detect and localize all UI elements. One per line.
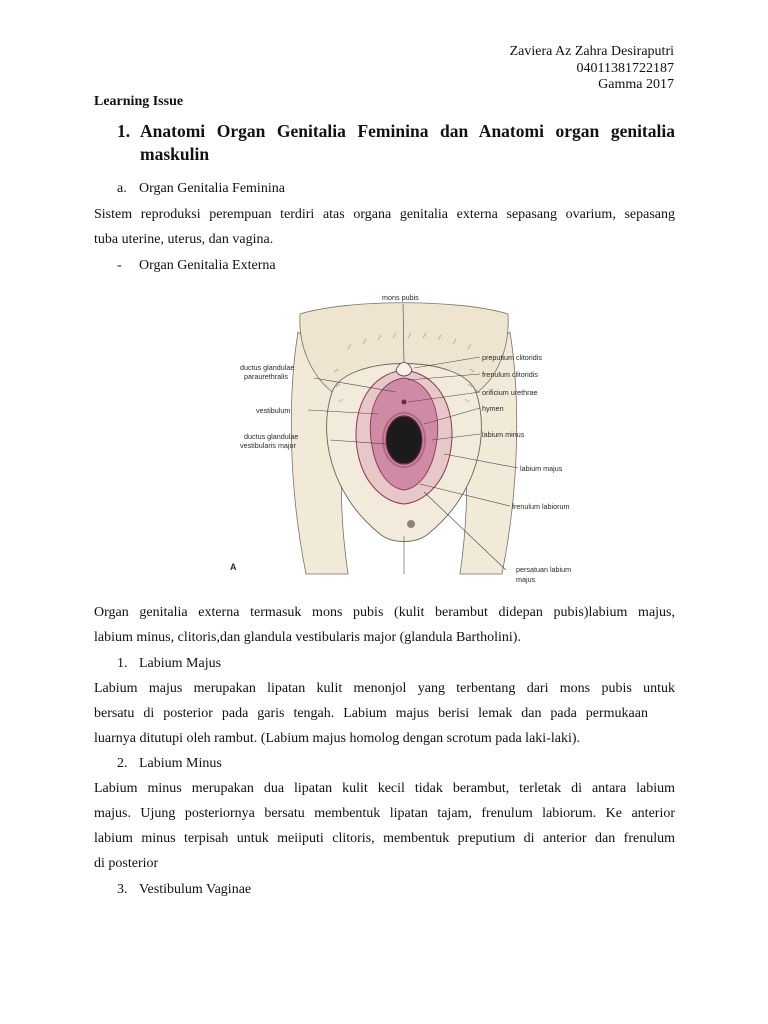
label-labium-majus: labium majus (520, 464, 563, 473)
label-ductus-vestibularis-1: ductus glandulae (244, 432, 299, 441)
item-2-line-2: majus. Ujung posteriornya bersatu membentuk lipatan tajam, frenulum labiorum. Ke anterior (94, 806, 675, 821)
subsection-title: Organ Genitalia Feminina (139, 181, 285, 196)
item-2-title: Labium Minus (139, 756, 222, 771)
intro-line-1: Sistem reproduksi perempuan terdiri atas organa genitalia externa sepasang ovarium, sepasang (94, 207, 675, 222)
item-3-number: 3. (117, 882, 128, 897)
bullet-title: Organ Genitalia Externa (139, 258, 276, 273)
item-1-line-2: bersatu di posterior pada garis tengah. Labium majus berisi lemak dan pada permukaan (94, 706, 648, 721)
anatomy-figure (228, 274, 598, 594)
label-vestibulum: vestibulum (256, 406, 291, 415)
label-preputium: preputium clitoridis (482, 353, 542, 362)
item-1-number: 1. (117, 656, 128, 671)
item-1-title: Labium Majus (139, 656, 222, 671)
heading-line-2: maskulin (140, 144, 210, 164)
label-mons-pubis: mons pubis (382, 293, 419, 302)
student-id: 04011381722187 (576, 60, 674, 76)
label-labium-minus: labium minus (482, 430, 525, 439)
vaginal-opening (386, 416, 422, 464)
label-orificium: orificium urethrae (482, 388, 538, 397)
item-2-line-1: Labium minus merupakan dua lipatan kulit kecil tidak berambut, terletak di antara labium (94, 781, 675, 796)
item-2-line-4: di posterior (94, 856, 159, 871)
label-frenulum-clitoridis: frenulum clitoridis (482, 370, 538, 379)
section-label: Learning Issue (94, 94, 184, 109)
item-2-number: 2. (117, 756, 128, 771)
urethral-orifice (402, 400, 407, 405)
item-2-line-3: labium minus terpisah untuk meiiputi clitoris, membentuk preputium di anterior dan frenulum (94, 831, 675, 846)
label-ductus-paraurethralis-1: ductus glandulae (240, 363, 295, 372)
label-persatuan-1: persatuan labium (516, 565, 572, 574)
heading-number: 1. (117, 121, 131, 141)
label-ductus-vestibularis-2: vestibularis major (240, 441, 296, 450)
label-ductus-paraurethralis-2: paraurethralis (244, 372, 288, 381)
main-heading (117, 120, 675, 166)
author-block (510, 44, 674, 94)
group-label: Gamma 2017 (598, 77, 674, 92)
para-externa-line-1: Organ genitalia externa termasuk mons pubis (kulit berambut didepan pubis)labium majus, (94, 605, 675, 620)
subsection-marker: a. (117, 181, 127, 196)
author-name: Zaviera Az Zahra Desiraputri (509, 44, 674, 59)
intro-line-2: tuba uterine, uterus, dan vagina. (94, 232, 274, 247)
item-1-line-1: Labium majus merupakan lipatan kulit menonjol yang terbentang dari mons pubis untuk (94, 681, 675, 696)
label-frenulum-labiorum: frenulum labiorum (512, 502, 570, 511)
anus-mark (407, 520, 415, 528)
item-3-title: Vestibulum Vaginae (139, 882, 252, 897)
heading-line-1: Anatomi Organ Genitalia Feminina dan Anatomi organ genitalia (140, 121, 675, 141)
item-1-line-3: luarnya ditutupi oleh rambut. (Labium majus homolog dengan scrotum pada laki-laki). (94, 731, 580, 746)
figure-panel-letter: A (230, 562, 237, 572)
label-persatuan-2: majus (516, 575, 536, 584)
label-hymen: hymen (482, 404, 504, 413)
bullet-dash: - (117, 258, 122, 273)
para-externa-line-2: labium minus, clitoris,dan glandula vestibularis major (glandula Bartholini). (94, 630, 521, 645)
